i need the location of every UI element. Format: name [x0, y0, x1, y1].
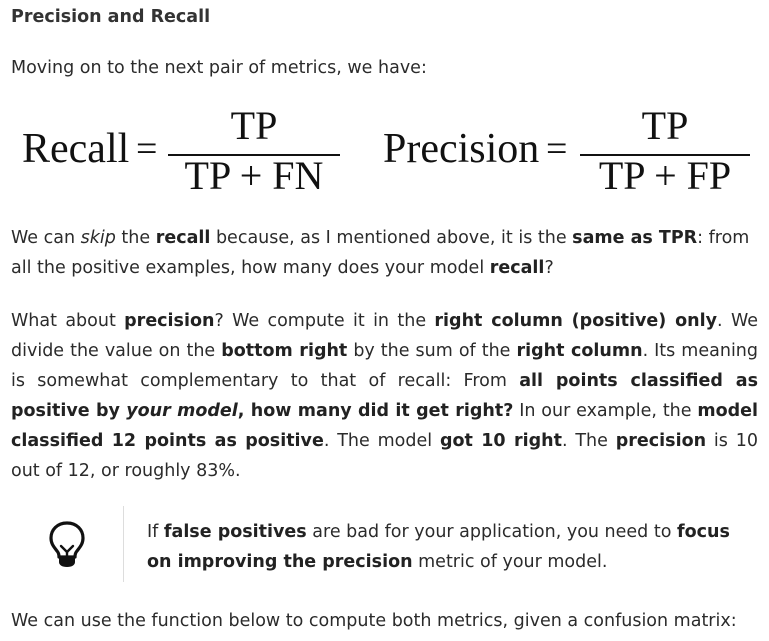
recall-denominator: TP + FN	[184, 153, 324, 198]
precision-equals: =	[546, 128, 568, 170]
tip-text: If false positives are bad for your application, you need to focus on improving the precision metric of your model.	[147, 522, 730, 572]
recall-equals: =	[136, 128, 158, 170]
precision-denominator: TP + FP	[598, 153, 732, 198]
precision-fraction	[580, 100, 750, 200]
intro-paragraph: Moving on to the next pair of metrics, we have:	[11, 58, 427, 78]
closing-paragraph: We can use the function below to compute both metrics, given a confusion matrix:	[11, 611, 737, 631]
tip-divider	[123, 506, 124, 582]
precision-label: Precision	[383, 126, 540, 172]
recall-fraction	[168, 100, 340, 200]
recall-numerator: TP	[230, 103, 278, 148]
section-heading: Precision and Recall	[11, 7, 211, 27]
recall-paragraph: We can skip the recall because, as I mentioned above, it is the same as TPR: from all the positive examples, how many does your model recall?	[11, 228, 750, 278]
precision-numerator: TP	[641, 103, 689, 148]
formulas-block	[0, 100, 769, 200]
precision-paragraph: What about precision? We compute it in the right column (positive) only. We divide the value on the bottom right by the sum of the right column. Its meaning is somewhat complementary to that of recall: From all points classified as positive by your model, how many did it get right? In our example, the model classified 12 points as positive. The model got 10 right. The precision is 10 out of 12, or roughly 83%.	[11, 311, 759, 481]
lightbulb-icon	[44, 520, 90, 570]
recall-label: Recall	[22, 126, 130, 172]
